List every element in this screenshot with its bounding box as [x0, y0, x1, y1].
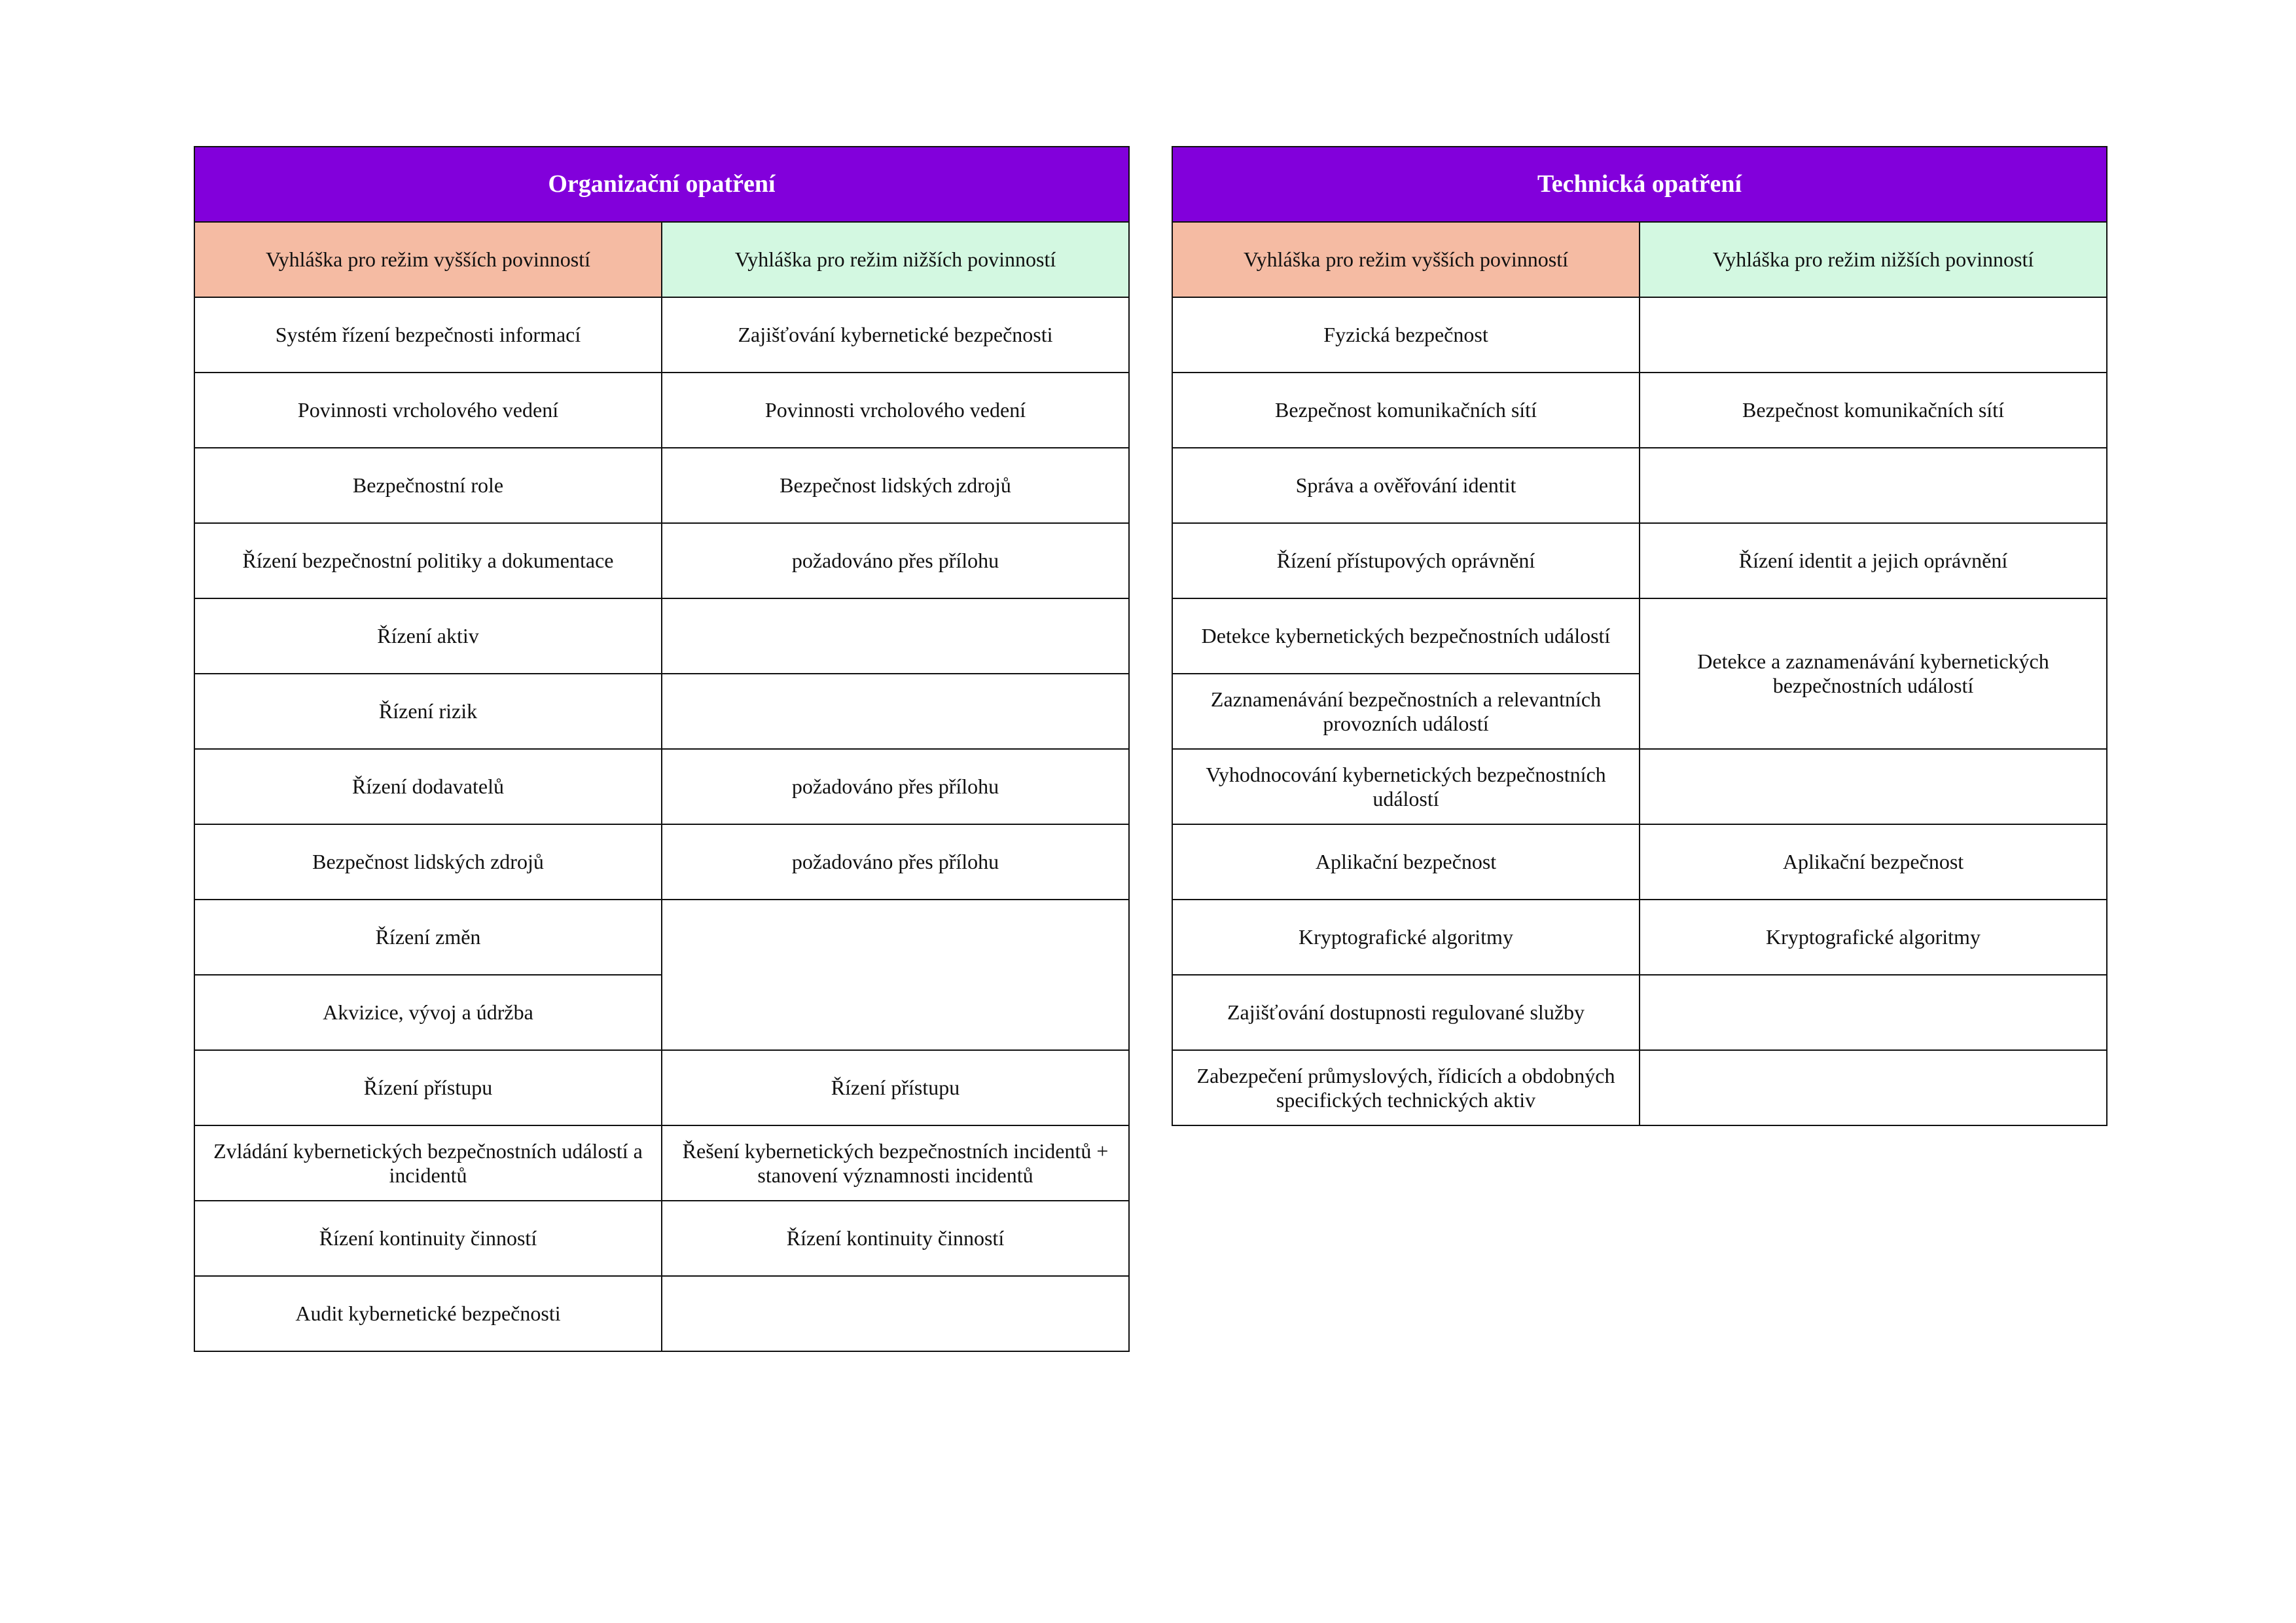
- cell-higher: Řízení aktiv: [194, 598, 662, 674]
- table-row: [1172, 448, 2107, 523]
- table-row: [1172, 824, 2107, 900]
- column-header-row: [194, 222, 1129, 297]
- cell-lower: [662, 674, 1129, 749]
- table-row: [1172, 523, 2107, 598]
- cell-lower: [1640, 297, 2107, 373]
- cell-higher: Audit kybernetické bezpečnosti: [194, 1276, 662, 1351]
- cell-higher: Akvizice, vývoj a údržba: [194, 975, 662, 1050]
- cell-higher: Řízení přístupu: [194, 1050, 662, 1125]
- cell-higher: Řízení rizik: [194, 674, 662, 749]
- cell-higher: Správa a ověřování identit: [1172, 448, 1640, 523]
- cell-higher: Aplikační bezpečnost: [1172, 824, 1640, 900]
- cell-higher: Řízení změn: [194, 900, 662, 975]
- cell-lower: Řízení kontinuity činností: [662, 1201, 1129, 1276]
- column-header-lower: Vyhláška pro režim nižších povinností: [1640, 222, 2107, 297]
- column-header-row: [1172, 222, 2107, 297]
- cell-lower: [1640, 1050, 2107, 1125]
- cell-lower: požadováno přes přílohu: [662, 523, 1129, 598]
- table-row: [1172, 900, 2107, 975]
- table-row: [194, 297, 1129, 373]
- cell-higher: Kryptografické algoritmy: [1172, 900, 1640, 975]
- table-title-row: [194, 147, 1129, 222]
- table-row: [194, 674, 1129, 749]
- table-row: [194, 523, 1129, 598]
- cell-lower-merged: Detekce a zaznamenávání kybernetických bezpečnostních událostí: [1640, 598, 2107, 749]
- cell-lower-merged: [662, 900, 1129, 1050]
- cell-lower: Povinnosti vrcholového vedení: [662, 373, 1129, 448]
- cell-higher: Povinnosti vrcholového vedení: [194, 373, 662, 448]
- cell-higher: Vyhodnocování kybernetických bezpečnostních událostí: [1172, 749, 1640, 824]
- table-row: [194, 824, 1129, 900]
- table-row: [194, 1050, 1129, 1125]
- table-row: [194, 900, 1129, 975]
- cell-higher: Bezpečnost komunikačních sítí: [1172, 373, 1640, 448]
- table-row: [194, 1125, 1129, 1201]
- cell-lower: [1640, 448, 2107, 523]
- table-title: Organizační opatření: [194, 147, 1129, 222]
- cell-lower: [1640, 975, 2107, 1050]
- cell-lower: [662, 598, 1129, 674]
- cell-lower: Kryptografické algoritmy: [1640, 900, 2107, 975]
- cell-higher: Řízení kontinuity činností: [194, 1201, 662, 1276]
- column-header-lower: Vyhláška pro režim nižších povinností: [662, 222, 1129, 297]
- table-row: [194, 1201, 1129, 1276]
- cell-higher: Zajišťování dostupnosti regulované služby: [1172, 975, 1640, 1050]
- cell-lower: [662, 1276, 1129, 1351]
- table-row: [194, 749, 1129, 824]
- cell-higher: Řízení bezpečnostní politiky a dokumentace: [194, 523, 662, 598]
- table-title: Technická opatření: [1172, 147, 2107, 222]
- cell-higher: Bezpečnostní role: [194, 448, 662, 523]
- cell-lower: Aplikační bezpečnost: [1640, 824, 2107, 900]
- organizational-measures-table: [194, 146, 1130, 1352]
- table-row: [194, 373, 1129, 448]
- column-header-higher: Vyhláška pro režim vyšších povinností: [194, 222, 662, 297]
- table-row: [1172, 975, 2107, 1050]
- table-row: [194, 448, 1129, 523]
- cell-higher: Bezpečnost lidských zdrojů: [194, 824, 662, 900]
- cell-higher: Zaznamenávání bezpečnostních a relevantních provozních událostí: [1172, 674, 1640, 749]
- cell-lower: požadováno přes přílohu: [662, 749, 1129, 824]
- table-row: [1172, 373, 2107, 448]
- cell-higher: Fyzická bezpečnost: [1172, 297, 1640, 373]
- table-row: [1172, 749, 2107, 824]
- cell-lower: Zajišťování kybernetické bezpečnosti: [662, 297, 1129, 373]
- cell-lower: Bezpečnost lidských zdrojů: [662, 448, 1129, 523]
- cell-higher: Zvládání kybernetických bezpečnostních událostí a incidentů: [194, 1125, 662, 1201]
- cell-higher: Řízení dodavatelů: [194, 749, 662, 824]
- table-row: [194, 1276, 1129, 1351]
- table-row: [1172, 598, 2107, 674]
- table-title-row: [1172, 147, 2107, 222]
- cell-higher: Zabezpečení průmyslových, řídicích a obdobných specifických technických aktiv: [1172, 1050, 1640, 1125]
- cell-lower: [1640, 749, 2107, 824]
- cell-higher: Systém řízení bezpečnosti informací: [194, 297, 662, 373]
- cell-lower: Řízení přístupu: [662, 1050, 1129, 1125]
- column-header-higher: Vyhláška pro režim vyšších povinností: [1172, 222, 1640, 297]
- cell-higher: Řízení přístupových oprávnění: [1172, 523, 1640, 598]
- cell-lower: Řízení identit a jejich oprávnění: [1640, 523, 2107, 598]
- cell-lower: Řešení kybernetických bezpečnostních incidentů + stanovení významnosti incidentů: [662, 1125, 1129, 1201]
- cell-lower: požadováno přes přílohu: [662, 824, 1129, 900]
- cell-lower: Bezpečnost komunikačních sítí: [1640, 373, 2107, 448]
- technical-measures-table: [1172, 146, 2108, 1126]
- table-row: [1172, 1050, 2107, 1125]
- table-row: [194, 598, 1129, 674]
- table-row: [1172, 297, 2107, 373]
- cell-higher: Detekce kybernetických bezpečnostních událostí: [1172, 598, 1640, 674]
